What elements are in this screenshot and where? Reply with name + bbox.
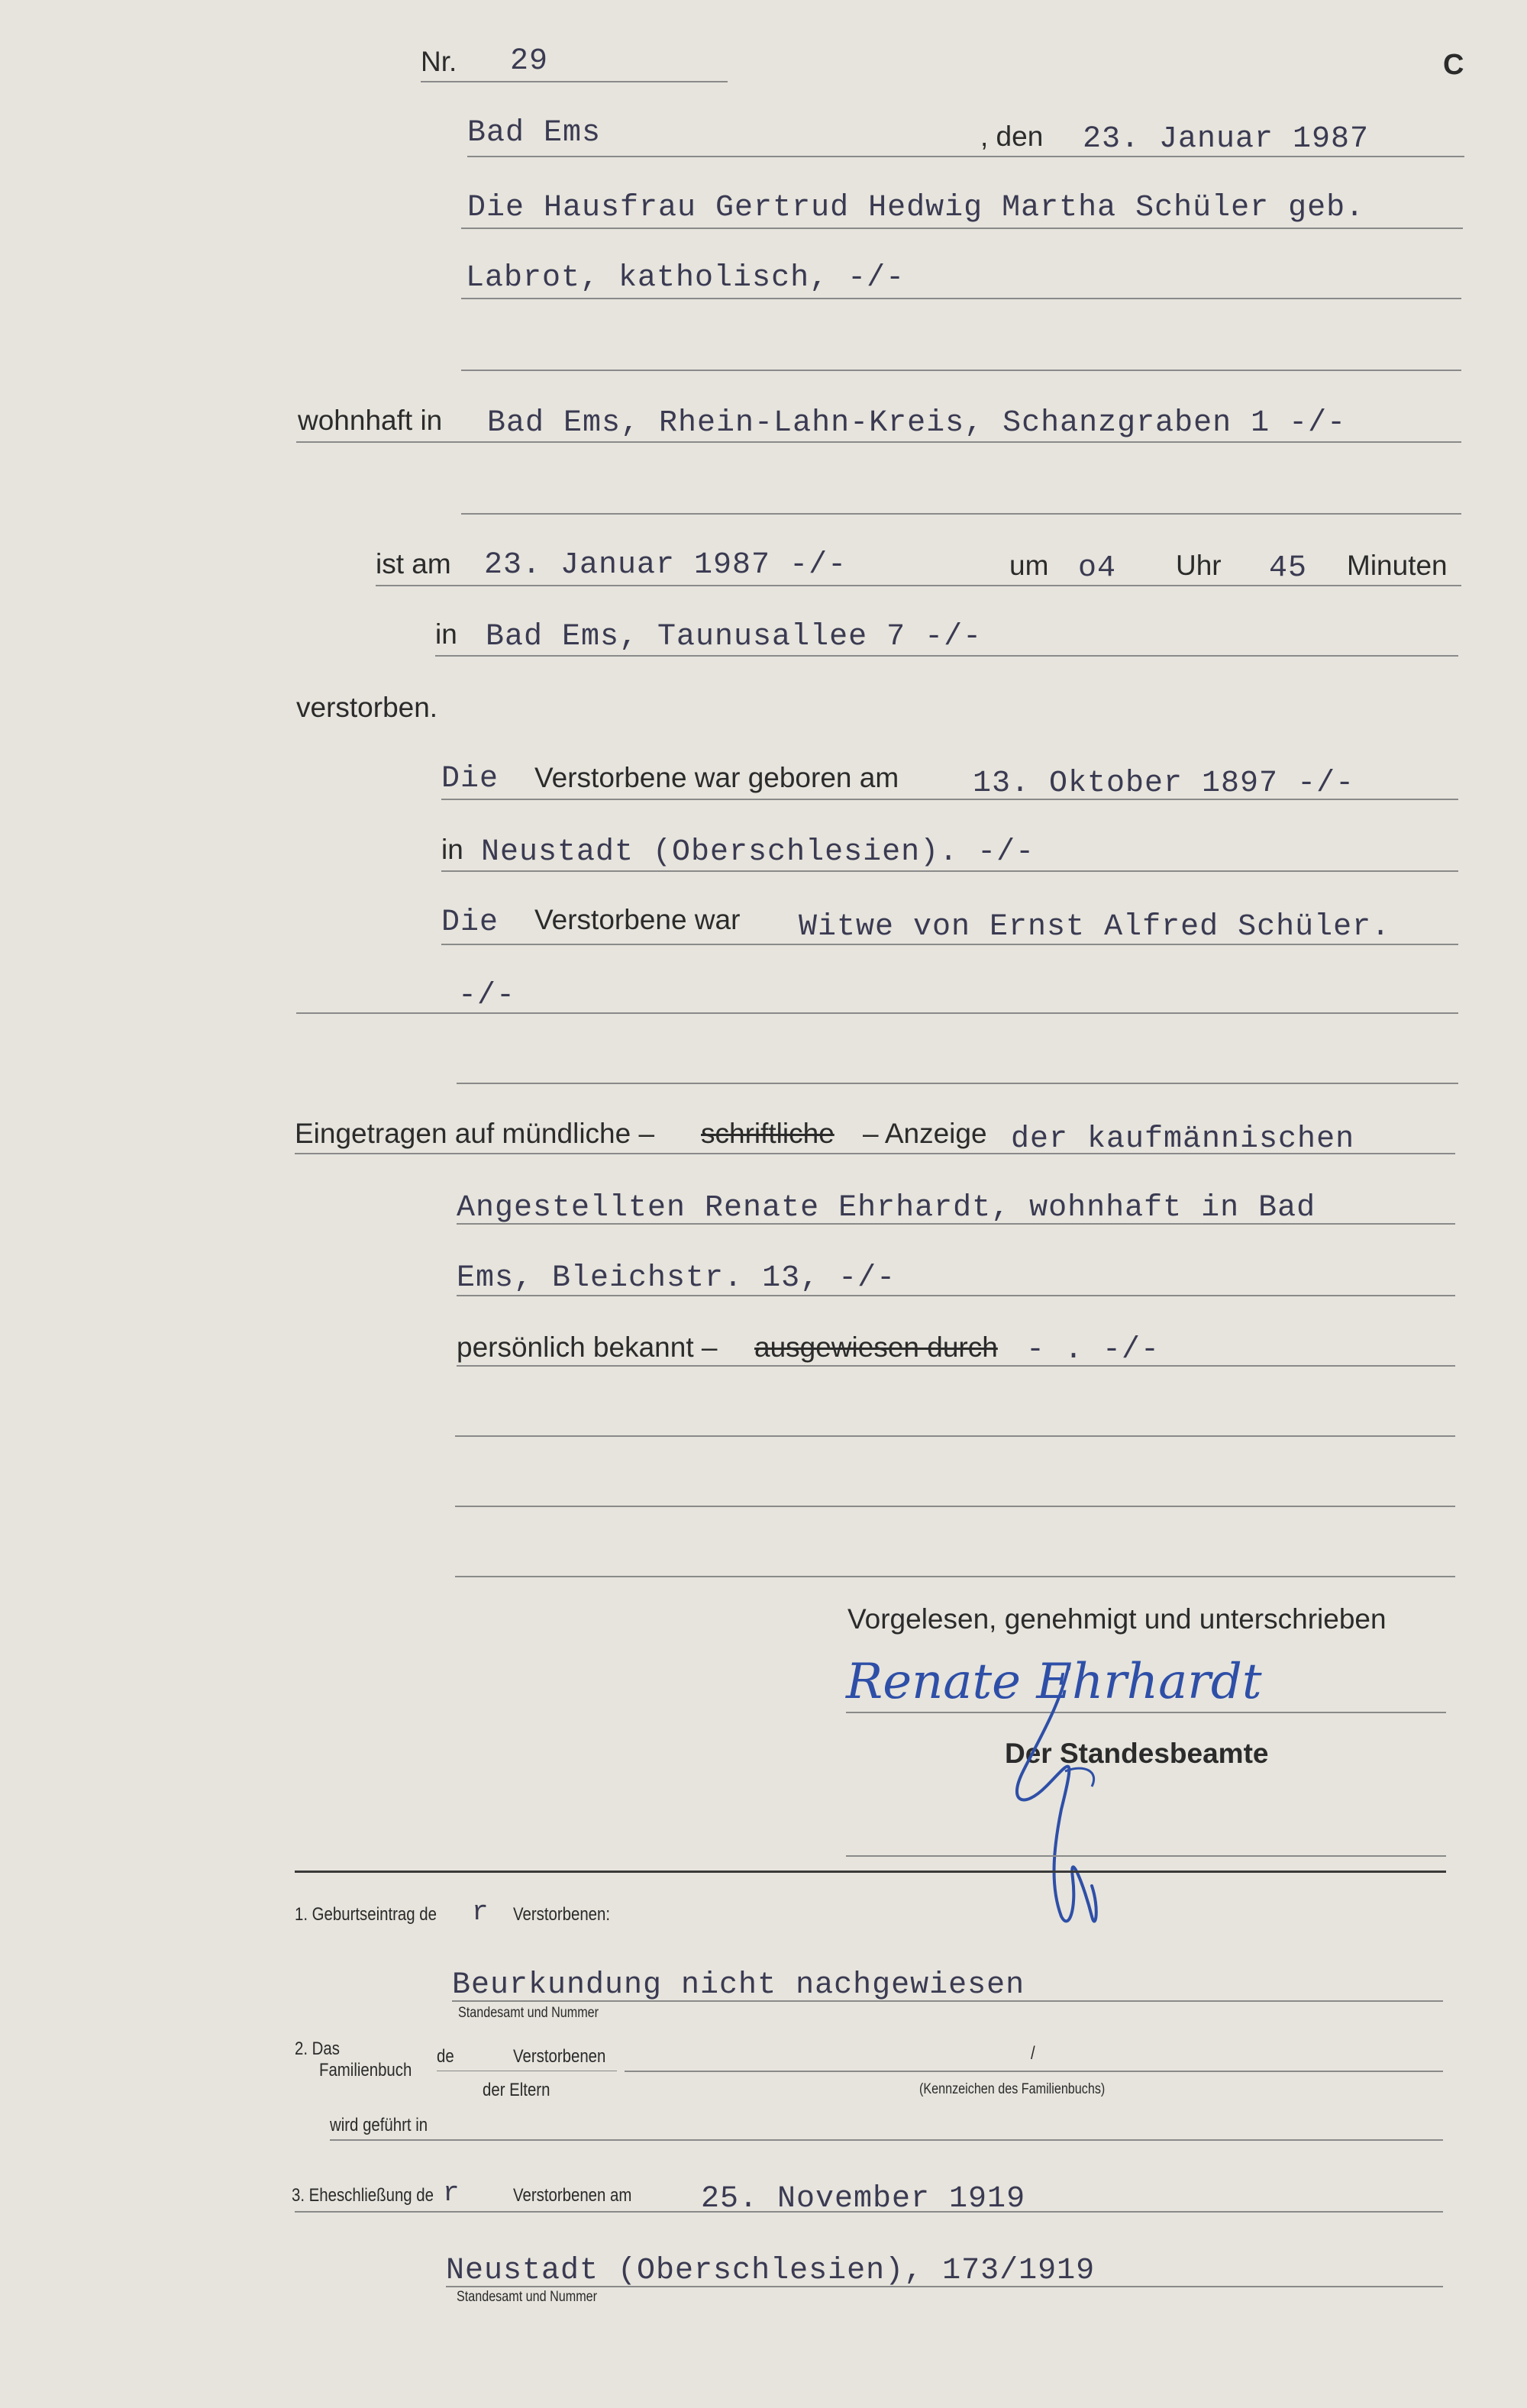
minuten-label: Minuten — [1347, 550, 1448, 581]
birth-place-underline — [441, 870, 1458, 872]
report-underline-2 — [457, 1223, 1455, 1225]
wohnhaft-label: wohnhaft in — [298, 405, 443, 436]
fb-verstorbenen: Verstorbenen — [513, 2046, 606, 2067]
death-date: 23. Januar 1987 -/- — [484, 548, 847, 583]
report-suffix: – Anzeige — [863, 1118, 987, 1149]
person-underline-3 — [461, 370, 1461, 371]
verstorben-label: verstorben. — [296, 692, 438, 723]
birth-date: 13. Oktober 1897 -/- — [973, 767, 1355, 801]
birth-entry-letter: r — [472, 1896, 489, 1928]
birth-entry-label-a: 1. Geburtseintrag de — [295, 1904, 437, 1925]
standesamt-nummer-2: Standesamt und Nummer — [457, 2289, 598, 2305]
marriage-letter: r — [443, 2177, 460, 2209]
date-underline — [467, 156, 1464, 157]
fb-label-2: Familienbuch — [319, 2060, 412, 2080]
report-underline-1 — [295, 1153, 1455, 1154]
known-prefix: persönlich bekannt – — [457, 1332, 718, 1363]
nr-label: Nr. — [421, 46, 457, 77]
uhr-label: Uhr — [1176, 550, 1222, 581]
footer-divider — [295, 1871, 1446, 1873]
nr-underline — [421, 81, 728, 82]
blank-underline-1 — [457, 1083, 1458, 1084]
fb-value-line — [625, 2071, 1443, 2072]
known-suffix: - . -/- — [1026, 1333, 1161, 1367]
wohnhaft-value: Bad Ems, Rhein-Lahn-Kreis, Schanzgraben 1 -/- — [487, 406, 1347, 441]
death-place: Bad Ems, Taunusallee 7 -/- — [486, 620, 983, 654]
die-typed-1: Die — [441, 762, 499, 796]
report-line-2: Angestellten Renate Ehrhardt, wohnhaft in Bad — [457, 1191, 1316, 1225]
entry-date: 23. Januar 1987 — [1083, 122, 1370, 157]
death-minutes: 45 — [1269, 551, 1308, 586]
birth-place: Neustadt (Oberschlesien). -/- — [481, 835, 1035, 870]
person-line-2: Labrot, katholisch, -/- — [466, 261, 906, 295]
informant-signature: Renate Ehrhardt — [846, 1654, 1262, 1710]
marriage-date: 25. November 1919 — [701, 2182, 1026, 2216]
was-label: Verstorbene war — [534, 904, 741, 935]
registrar-label: Der Standesbeamte — [1005, 1738, 1269, 1769]
fb-kennzeichen: (Kennzeichen des Familienbuchs) — [919, 2081, 1106, 2097]
wohnhaft-underline — [296, 441, 1461, 443]
wohnhaft-underline-2 — [461, 513, 1461, 515]
birth-entry-label-b: Verstorbenen: — [513, 1904, 611, 1925]
marriage-place: Neustadt (Oberschlesien), 173/1919 — [446, 2254, 1096, 2288]
death-hour: o4 — [1078, 551, 1117, 586]
fb-slash: / — [1031, 2043, 1035, 2064]
fb-de: de — [437, 2046, 454, 2067]
report-line-3: Ems, Bleichstr. 13, -/- — [457, 1261, 896, 1296]
report-struck: schriftliche — [701, 1118, 835, 1149]
um-label: um — [1009, 550, 1049, 581]
blank-underline-3 — [455, 1506, 1455, 1507]
report-prefix: Eingetragen auf mündliche – — [295, 1118, 655, 1149]
den-label: , den — [980, 121, 1044, 152]
read-label: Vorgelesen, genehmigt und unterschrieben — [847, 1603, 1387, 1635]
person-line-1: Die Hausfrau Gertrud Hedwig Martha Schüler geb. — [467, 191, 1365, 225]
place-value: Bad Ems — [467, 116, 602, 150]
was-line-2: -/- — [458, 979, 516, 1013]
report-text-1: der kaufmännischen — [1011, 1122, 1355, 1157]
birth-date-underline — [441, 799, 1458, 800]
registrar-signature-line — [846, 1855, 1446, 1857]
registrar-signature-scribble — [993, 1657, 1130, 1939]
informant-signature-line — [846, 1712, 1446, 1713]
birth-entry-value: Beurkundung nicht nachgewiesen — [452, 1968, 1025, 2003]
marriage-date-underline — [295, 2211, 1443, 2213]
die-typed-2: Die — [441, 905, 499, 940]
standesamt-nummer-1: Standesamt und Nummer — [458, 2005, 599, 2021]
marriage-label-b: Verstorbenen am — [513, 2185, 632, 2206]
nr-value: 29 — [510, 44, 549, 79]
was-value: Witwe von Ernst Alfred Schüler. — [799, 910, 1391, 944]
fb-gefuehrt: wird geführt in — [330, 2115, 428, 2135]
was-underline-2 — [296, 1012, 1458, 1014]
birth-entry-underline — [452, 2000, 1443, 2002]
born-label: Verstorbene war geboren am — [534, 762, 899, 793]
death-date-underline — [376, 585, 1461, 586]
was-underline — [441, 944, 1458, 945]
marriage-label-a: 3. Eheschließung de — [292, 2185, 434, 2206]
known-struck: ausgewiesen durch — [754, 1332, 998, 1363]
blank-underline-4 — [455, 1576, 1455, 1577]
death-place-underline — [435, 655, 1458, 657]
corner-letter: C — [1443, 49, 1464, 81]
marriage-place-underline — [446, 2286, 1443, 2287]
blank-underline-2 — [455, 1435, 1455, 1437]
fb-gefuehrt-line — [330, 2139, 1443, 2141]
in2-label: in — [441, 834, 463, 865]
known-underline — [457, 1365, 1455, 1367]
fb-eltern: der Eltern — [483, 2080, 550, 2100]
in-label: in — [435, 618, 457, 650]
ist-am-label: ist am — [376, 548, 451, 579]
person-underline-2 — [461, 298, 1461, 299]
fb-label-1: 2. Das — [295, 2038, 340, 2059]
person-underline-1 — [461, 228, 1463, 229]
report-underline-3 — [457, 1295, 1455, 1296]
